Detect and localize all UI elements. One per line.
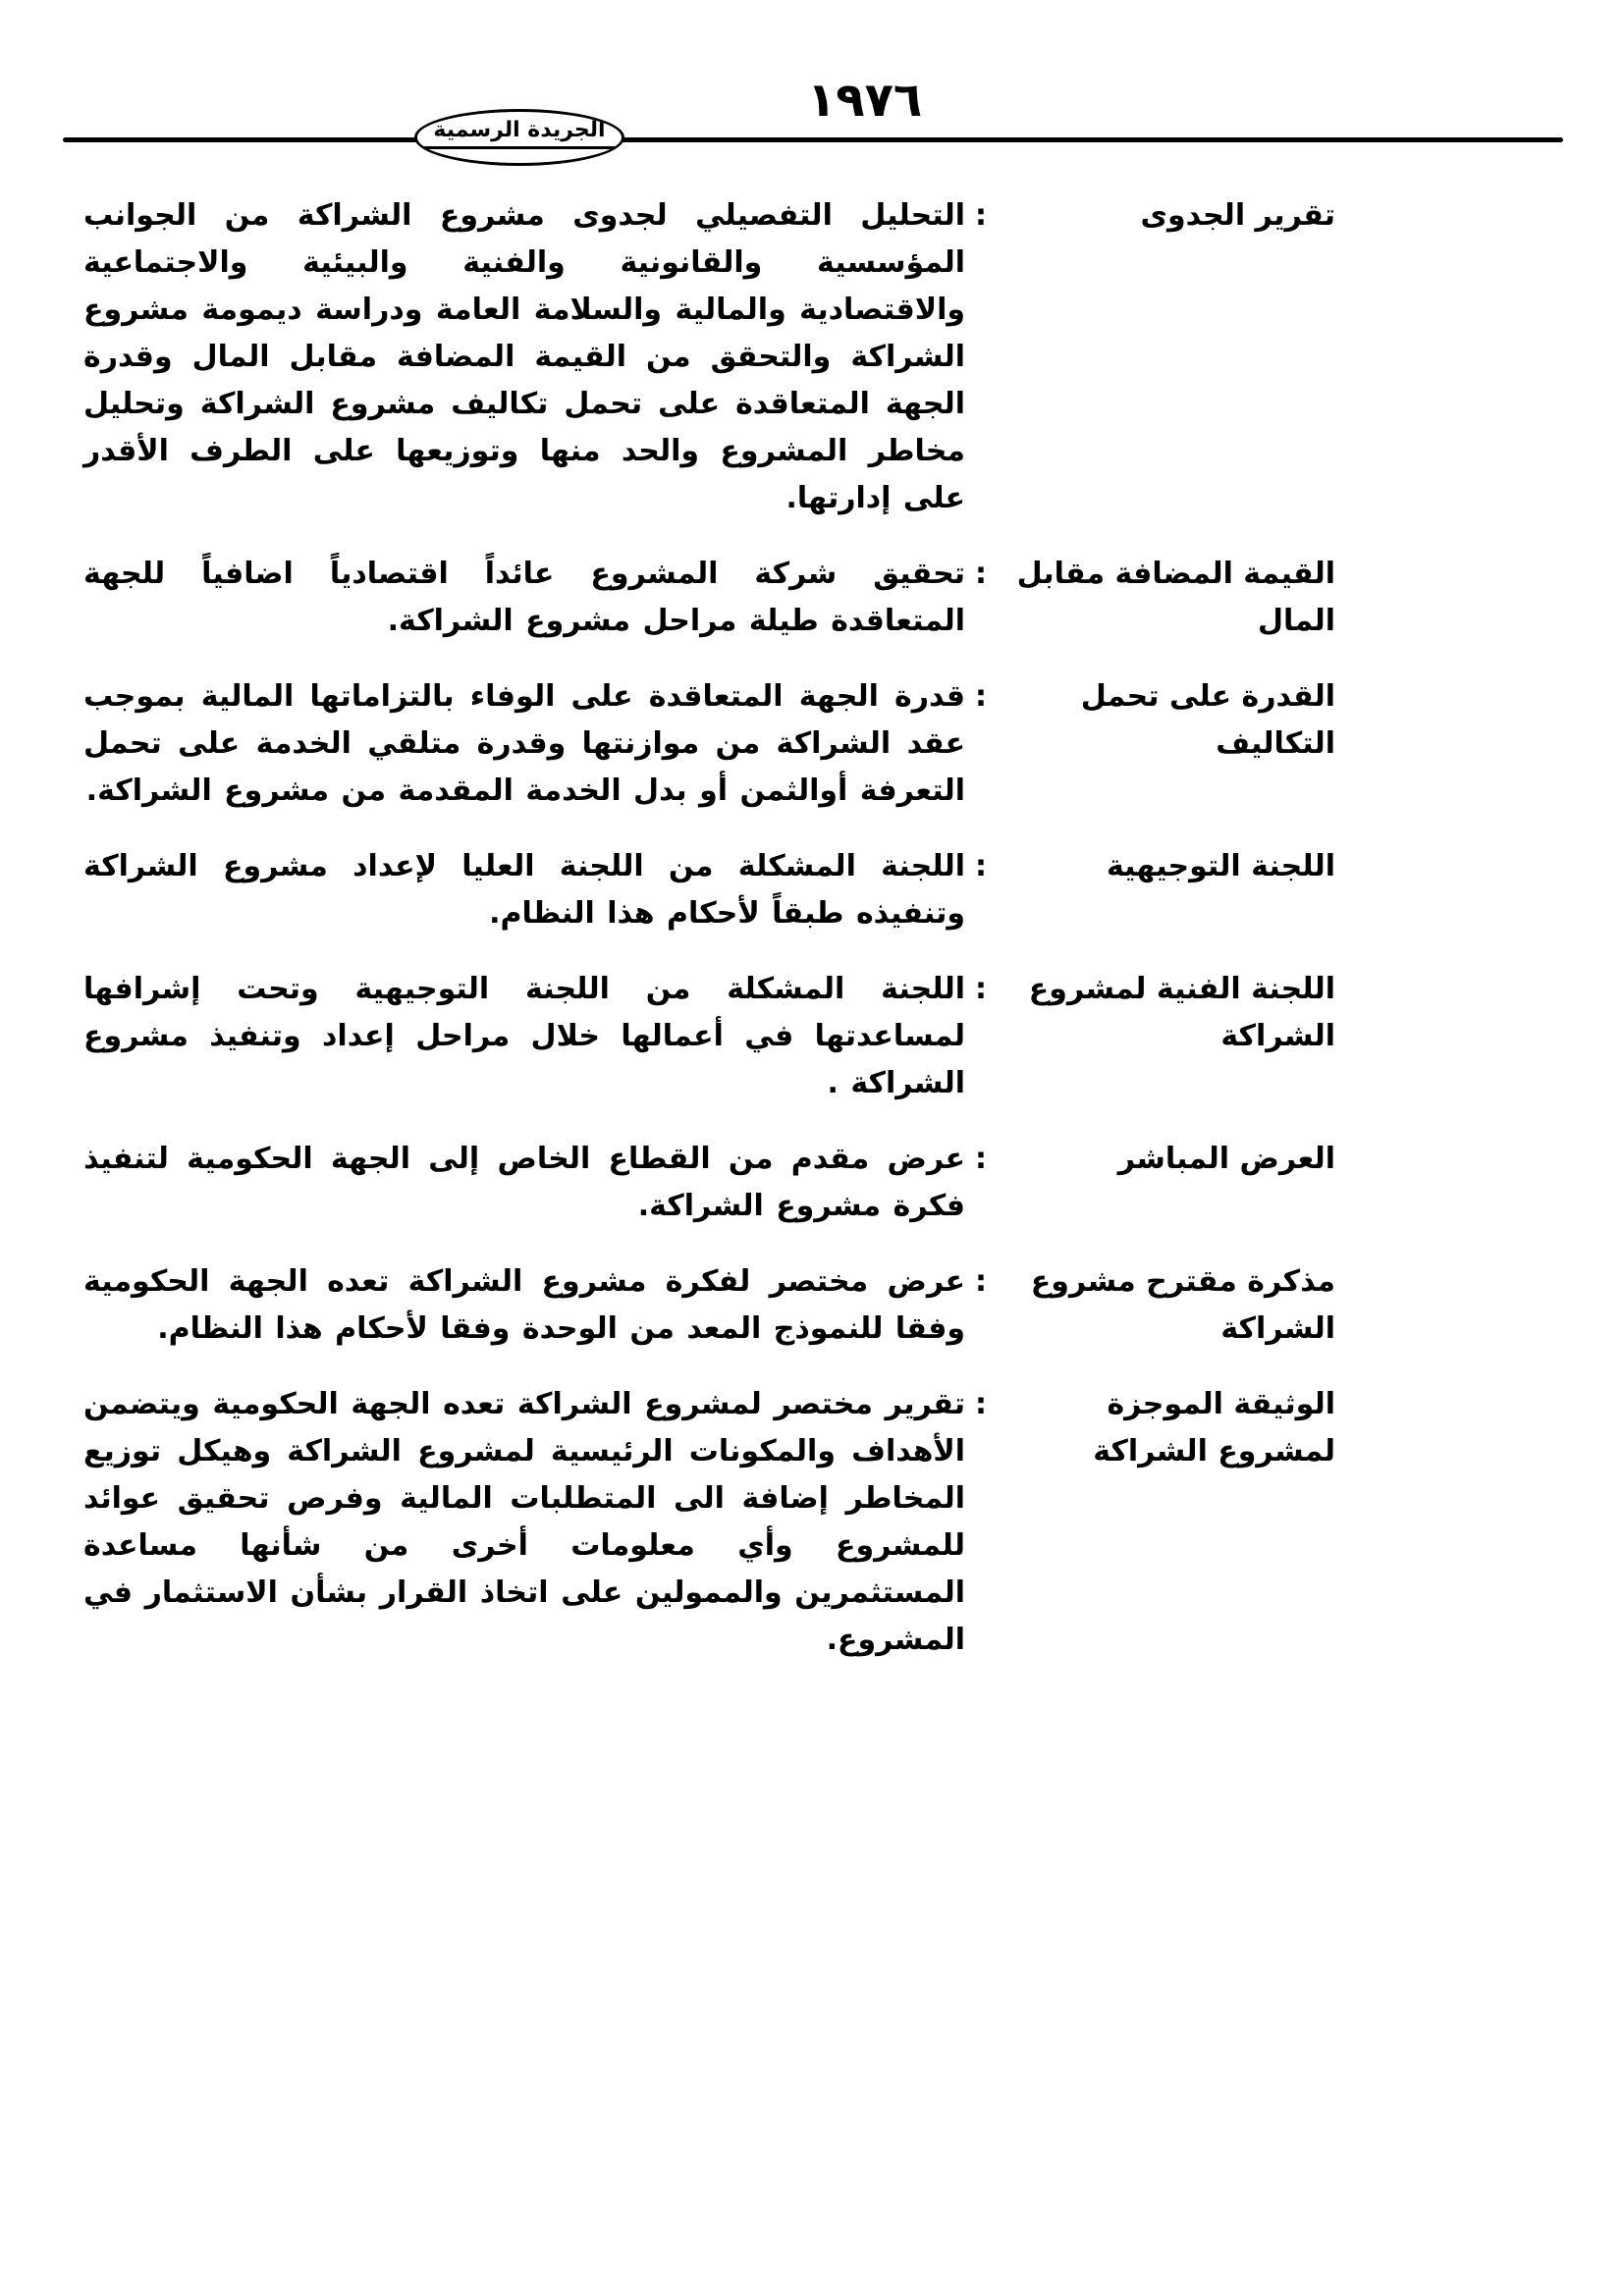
definition-row bbox=[83, 192, 1335, 522]
header-rule bbox=[63, 118, 1563, 142]
colon-separator: : bbox=[975, 849, 987, 883]
term-label: القيمة المضافة مقابل المال bbox=[1016, 557, 1335, 638]
colon-separator: : bbox=[975, 1387, 987, 1421]
header-rule-line bbox=[63, 137, 1563, 142]
term-label: اللجنة الفنية لمشروع الشراكة bbox=[1028, 972, 1335, 1053]
term-label: العرض المباشر bbox=[1117, 1142, 1335, 1176]
definition-row bbox=[83, 673, 1335, 815]
definition-row bbox=[83, 1258, 1335, 1353]
colon-separator: : bbox=[975, 1142, 987, 1176]
definition-text: اللجنة المشكلة من اللجنة التوجيهية وتحت إشرافها لمساعدتها في أعمالها خلال مراحل إعداد وتنفيذ مشروع الشراكة . bbox=[83, 972, 965, 1100]
term-label: الوثيقة الموجزة لمشروع الشراكة bbox=[1093, 1387, 1335, 1468]
page-number: ١٩٧٦ bbox=[807, 73, 923, 128]
colon-separator: : bbox=[975, 972, 987, 1006]
term-label: مذكرة مقترح مشروع الشراكة bbox=[1030, 1264, 1335, 1346]
term-label: القدرة على تحمل التكاليف bbox=[1080, 679, 1335, 761]
term-label: تقرير الجدوى bbox=[1140, 198, 1335, 233]
definition-text: اللجنة المشكلة من اللجنة العليا لإعداد مشروع الشراكة وتنفيذه طبقاً لأحكام هذا النظام. bbox=[83, 849, 965, 931]
definition-row bbox=[83, 1381, 1335, 1664]
gazette-badge-underline bbox=[417, 146, 622, 149]
gazette-badge bbox=[414, 109, 624, 166]
definition-text: تقرير مختصر لمشروع الشراكة تعده الجهة الحكومية ويتضمن الأهداف والمكونات الرئيسية لمشروع الشراكة وهيكل توزيع المخاطر إضافة الى المتطلبات المالية وفرص تحقيق عوائد للمشروع وأي معلومات أخرى من شأنها مساعدة المستثمرين والممولين على اتخاذ القرار بشأن الاستثمار في المشروع. bbox=[83, 1387, 965, 1657]
colon-separator: : bbox=[975, 198, 987, 233]
term-label: اللجنة التوجيهية bbox=[1106, 849, 1335, 883]
definition-text: عرض مختصر لفكرة مشروع الشراكة تعده الجهة الحكومية وفقا للنموذج المعد من الوحدة وفقا لأحكام هذا النظام. bbox=[83, 1264, 965, 1346]
definition-row bbox=[83, 966, 1335, 1107]
definition-row bbox=[83, 843, 1335, 937]
definition-text: قدرة الجهة المتعاقدة على الوفاء بالتزاماتها المالية بموجب عقد الشراكة من موازنتها وقدرة متلقي الخدمة على تحمل التعرفة أوالثمن أو بدل الخدمة المقدمة من مشروع الشراكة. bbox=[83, 679, 965, 808]
colon-separator: : bbox=[975, 557, 987, 591]
definition-text: عرض مقدم من القطاع الخاص إلى الجهة الحكومية لتنفيذ فكرة مشروع الشراكة. bbox=[83, 1142, 965, 1223]
colon-separator: : bbox=[975, 679, 987, 714]
definition-text: التحليل التفصيلي لجدوى مشروع الشراكة من الجوانب المؤسسية والقانونية والفنية والبيئية والاجتماعية والاقتصادية والمالية والسلامة العامة ودراسة ديمومة مشروع الشراكة والتحقق من القيمة المضافة مقابل المال وقدرة الجهة المتعاقدة على تحمل تكاليف مشروع الشراكة وتحليل مخاطر المشروع والحد منها وتوزيعها على الطرف الأقدر على إدارتها. bbox=[83, 198, 965, 515]
gazette-badge-label: الجريدة الرسمية bbox=[433, 118, 606, 142]
definition-row bbox=[83, 1136, 1335, 1230]
definition-text: تحقيق شركة المشروع عائداً اقتصادياً اضافياً للجهة المتعاقدة طيلة مراحل مشروع الشراكة. bbox=[83, 557, 965, 638]
definition-list bbox=[83, 192, 1335, 1692]
definition-row bbox=[83, 551, 1335, 645]
colon-separator: : bbox=[975, 1264, 987, 1299]
